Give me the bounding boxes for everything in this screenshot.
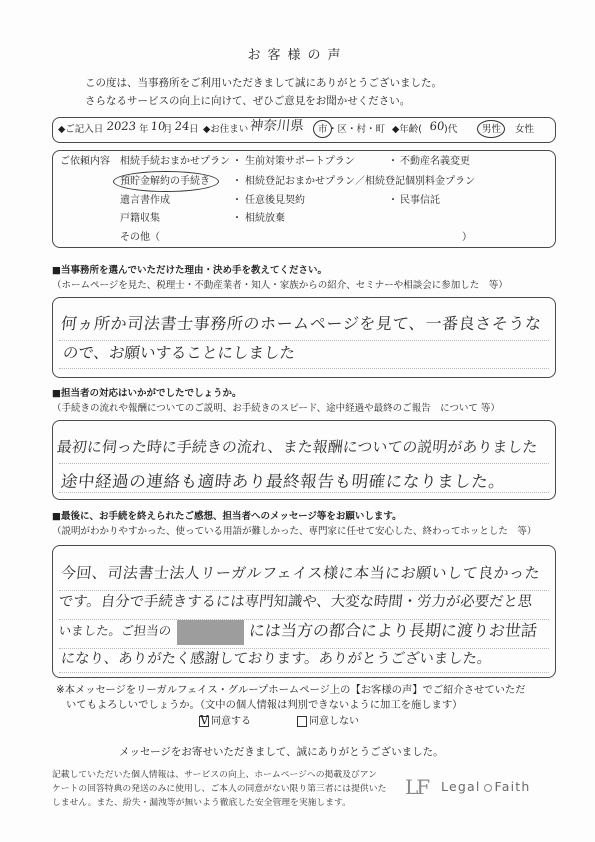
service-will-drafting: 遺言書作成: [120, 195, 170, 206]
agree-label: 同意する: [211, 716, 251, 727]
consent-note: いてもよろしいでしょうか。（文中の個人情報は判別できないように加工を施します）: [66, 699, 463, 711]
handwritten-answer-line: 最初に伺った時に手続きの流れ、また報酬についての説明がありました: [55, 438, 539, 456]
separator: ・: [232, 195, 242, 206]
age-unit: )代: [444, 124, 458, 135]
age-handwritten: 60: [428, 119, 446, 133]
handwritten-answer-line: 何ヵ所か司法書士事務所のホームページを見て、一番良さそうな: [59, 314, 543, 333]
section-heading: ■最後に、お手続を終えられたご感想、担当者へのメッセージ等をお願いします。: [52, 511, 402, 522]
legal-faith-logo: [441, 781, 531, 794]
selection-circle-mark: [477, 120, 505, 138]
section-heading: ■当事務所を選んでいただけた理由・決め手を教えてください。: [52, 265, 327, 276]
service-other-close: ）: [462, 232, 472, 243]
section-hint: （手続きの流れや報酬についてのご説明、お手続きのスピード、途中経過や最終のご報告 について 等）: [52, 403, 500, 414]
service-real-estate-title-change: 不動産名義変更: [400, 156, 470, 167]
writing-line: [59, 492, 549, 493]
section-hint: （ホームページを見た、税理士・不動産業者・知人・家族からの紹介、セミナーや相談会に参加した 等）: [52, 280, 508, 291]
gender-female: 女性: [515, 124, 535, 135]
check-mark-icon: V: [200, 713, 209, 727]
writing-line: [59, 590, 549, 591]
disagree-checkbox: [297, 716, 307, 727]
form-title: お客様の声: [247, 48, 348, 63]
date-month-handwritten: 10: [149, 119, 167, 133]
answer-box-reason: [52, 297, 556, 378]
day-unit: 日: [189, 124, 199, 135]
redacted-name-block: [177, 620, 244, 645]
writing-line: [59, 463, 549, 464]
year-unit: 年: [139, 124, 149, 135]
logo-text-right: Faith: [494, 779, 531, 794]
service-inheritance-registration-plans: 相続登記おまかせプラン／相続登記個別料金プラン: [245, 176, 475, 187]
intro-line: この度は、当事務所をご利用いただきまして誠にありがとうございました。: [85, 77, 442, 89]
separator: ・: [232, 213, 242, 224]
logo-text-left: Legal: [441, 779, 481, 794]
handwritten-answer-line: になり、ありがたく感謝しております。ありがとうございました。: [59, 651, 493, 667]
privacy-notice-line: ケートの回答特典の発送のみに使用し、ご本人の同意がない限り第三者には提供いた: [52, 784, 387, 794]
thanks-message: メッセージをお寄せいただきまして、誠にありがとうございました。: [119, 746, 444, 758]
service-other: その他（: [120, 232, 160, 243]
disagree-label: 同意しない: [309, 716, 359, 727]
separator: ・: [232, 156, 242, 167]
separator: ・: [232, 176, 242, 187]
writing-line: [59, 619, 549, 620]
service-voluntary-guardianship: 任意後見契約: [245, 195, 305, 206]
agree-checkbox: [199, 713, 209, 727]
writing-line: [59, 648, 549, 649]
handwritten-answer-line: いました。ご担当の: [57, 623, 173, 638]
date-day-handwritten: 24: [173, 119, 191, 133]
municipality-city: 市: [318, 124, 328, 135]
consent-note: ※本メッセージをリーガルフェイス・グループホームページ上の【お客様の声】でご紹介させていただ: [56, 684, 526, 696]
gender-male: 男性: [482, 124, 502, 135]
service-inheritance-renunciation: 相続放棄: [245, 213, 285, 224]
writing-line: [59, 672, 549, 673]
separator: ・: [388, 156, 398, 167]
section-heading: ■担当者の対応はいかがでしたでしょうか。: [52, 388, 242, 399]
legal-faith-logo-mark: LF: [405, 775, 429, 799]
handwritten-answer-line: です。自分で手続きするには専門知識や、大変な時間・労力が必要だと思: [57, 594, 534, 610]
service-label: ご依頼内容: [60, 156, 110, 167]
prefecture-handwritten: 神奈川県: [248, 118, 305, 134]
handwritten-answer-line: には当方の都合により長期に渡りお世話: [247, 621, 538, 640]
separator: ・: [388, 195, 398, 206]
logo-link-icon: [484, 784, 492, 792]
writing-line: [59, 368, 549, 369]
writing-line: [59, 340, 549, 341]
date-year-handwritten: 2023: [105, 119, 137, 133]
privacy-notice-line: 記載していただいた個人情報は、サービスの向上、ホームページへの掲載及びアン: [52, 770, 377, 780]
handwritten-answer-line: 途中経過の連絡も適時あり最終報告も明確になりました。: [59, 472, 507, 491]
service-deposit-cancellation: 預貯金解約の手続き: [120, 176, 210, 187]
section-hint: （説明がわかりやすかった、使っている用語が難しかった、専門家に任せて安心した、終わってホッとした 等）: [52, 526, 537, 537]
service-inheritance-procedure-plan: 相続手続おまかせプラン: [120, 156, 230, 167]
service-estate-planning-support-plan: 生前対策サポートプラン: [245, 156, 355, 167]
month-unit: 月: [163, 124, 173, 135]
address-label: ◆お住まい: [203, 124, 249, 135]
selection-circle-mark: [113, 171, 219, 192]
service-family-register-collection: 戸籍収集: [120, 213, 160, 224]
handwritten-answer-line: ので、お願いすることにしました: [61, 344, 297, 362]
privacy-notice-line: しません。また、紛失・漏洩等が無いよう徹底した安全管理を実施します。: [52, 798, 351, 808]
municipality-options: ・区・村・町: [328, 124, 386, 135]
intro-line: さらなるサービスの向上に向けて、ぜひご意見をお聞かせください。: [85, 95, 411, 107]
handwritten-answer-line: 今回、司法書士法人リーガルフェイス様に本当にお願いして良かった: [59, 564, 542, 582]
service-civil-trust: 民事信託: [400, 195, 440, 206]
age-label: ◆年齢(: [392, 124, 423, 135]
date-label: ◆ご記入日: [58, 124, 104, 135]
